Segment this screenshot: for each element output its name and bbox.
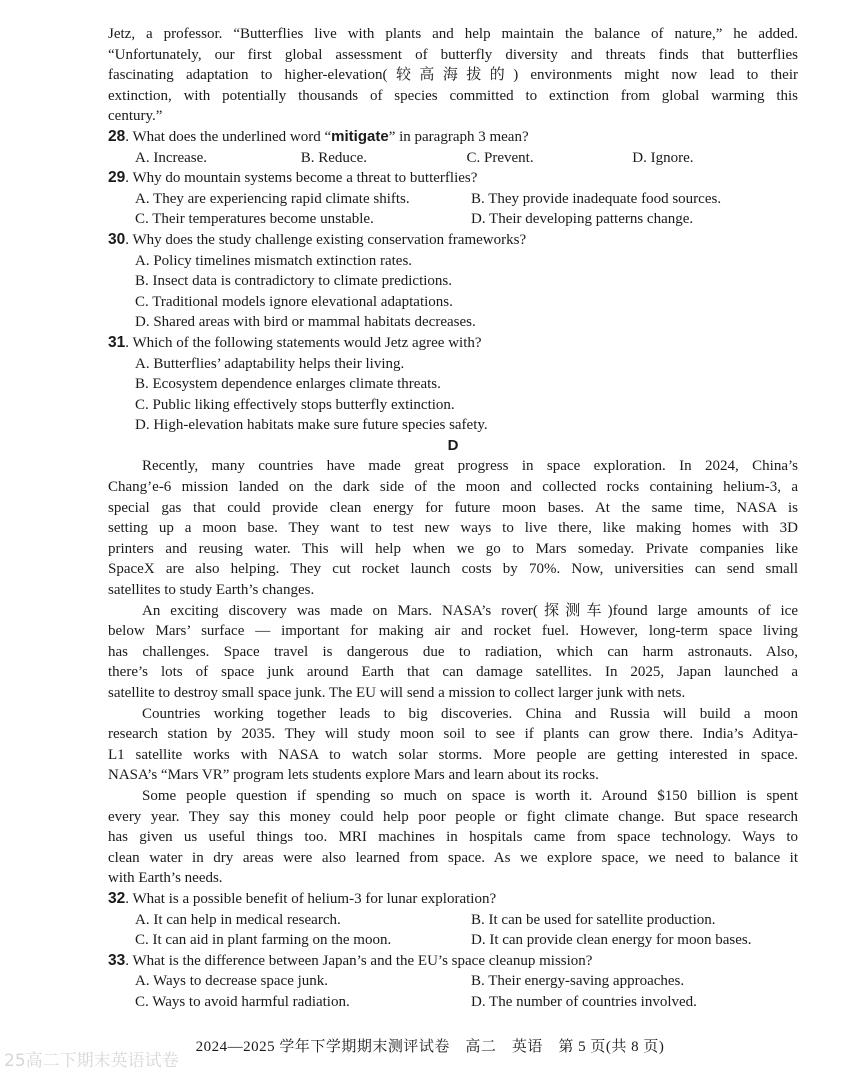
option-c[interactable]: C. Traditional models ignore elevational adaptations. (135, 293, 453, 310)
option-d[interactable]: D. It can provide clean energy for moon bases. (471, 932, 752, 949)
passage-line: has challenges. Space travel is dangerous due to radiation, which can harm astronauts. Also, (108, 643, 798, 660)
passage-line: special gas that could provide clean energy for future moon bases. At the same time, NASA is (108, 499, 798, 516)
option-a[interactable]: A. Increase. (135, 149, 208, 166)
passage-c-ending (108, 24, 798, 127)
option-b[interactable]: B. Reduce. (300, 149, 367, 166)
passage-line: satellites to study Earth’s changes. (108, 582, 315, 599)
option-d[interactable]: D. The number of countries involved. (471, 993, 697, 1010)
passage-line: Jetz, a professor. “Butterflies live with plants and help maintain the balance of nature,” he added. (108, 26, 798, 42)
question-stem (108, 333, 798, 354)
question-stem (108, 168, 798, 189)
passage-line: clean water in dry areas were also learned from space. As we explore space, we need to balance it (108, 849, 798, 866)
question-stem (108, 951, 798, 972)
passage-d (108, 456, 798, 888)
stem-text: ” in paragraph 3 mean? (388, 128, 529, 145)
options-row (108, 209, 798, 230)
option-b[interactable]: B. Insect data is contradictory to climate predictions. (135, 273, 452, 290)
options-row (108, 992, 798, 1013)
option-b[interactable]: B. Their energy-saving approaches. (471, 973, 685, 990)
stem-text: . What is the difference between Japan’s and the EU’s space cleanup mission? (125, 952, 593, 969)
option-d[interactable]: D. Shared areas with bird or mammal habitats decreases. (135, 314, 476, 331)
question-30 (108, 230, 798, 333)
passage-line: with Earth’s needs. (108, 870, 223, 887)
stem-text: . Why do mountain systems become a threat to butterflies? (125, 170, 478, 187)
option-a[interactable]: A. It can help in medical research. (135, 911, 341, 928)
option-d[interactable]: D. Ignore. (632, 149, 694, 166)
option-c[interactable]: C. Ways to avoid harmful radiation. (135, 993, 350, 1010)
page-footer: 2024—2025 学年下学期期末测评试卷 高二 英语 第 5 页(共 8 页) (195, 1039, 665, 1055)
question-number: 29 (108, 169, 126, 187)
option-c[interactable]: C. Their temperatures become unstable. (135, 211, 374, 228)
passage-line: SpaceX are also helping. They cut rocket launch costs by 70%. Now, universities can send small (108, 561, 798, 578)
option-c[interactable]: C. It can aid in plant farming on the moon. (135, 932, 392, 949)
question-number: 30 (108, 230, 126, 248)
option-c[interactable]: C. Public liking effectively stops butterfly extinction. (135, 396, 455, 413)
question-number: 31 (108, 333, 126, 351)
passage-line: “Unfortunately, our first global assessment of butterfly diversity and threats finds that butterflies (108, 46, 798, 63)
question-stem (108, 889, 798, 910)
passage-line: Some people question if spending so much on space is worth it. Around $150 billion is spent (142, 787, 798, 804)
stem-text: . What is a possible benefit of helium-3 for lunar exploration? (125, 890, 497, 907)
question-28 (108, 127, 798, 168)
passage-line: L1 satellite works with NASA to watch solar storms. More people are getting interested in space. (108, 746, 798, 763)
question-32 (108, 889, 798, 951)
option-b[interactable]: B. Ecosystem dependence enlarges climate threats. (135, 376, 441, 393)
option-b[interactable]: B. It can be used for satellite production. (471, 911, 716, 928)
options-row (108, 189, 798, 210)
stem-text: . What does the underlined word “ (125, 128, 332, 145)
passage-line: Countries working together leads to big discoveries. China and Russia will build a moon (142, 705, 798, 722)
question-stem (108, 230, 798, 251)
passage-line: NASA’s “Mars VR” program lets students explore Mars and learn about its rocks. (108, 767, 599, 784)
passage-line: fascinating adaptation to higher-elevation(较高海拔的) environments might now lead to their (108, 67, 798, 84)
stem-text: . Why does the study challenge existing conservation frameworks? (125, 231, 527, 248)
option-b[interactable]: B. They provide inadequate food sources. (471, 190, 722, 207)
question-29 (108, 168, 798, 230)
option-d[interactable]: D. High-elevation habitats make sure future species safety. (135, 417, 488, 434)
option-a[interactable]: A. Policy timelines mismatch extinction rates. (135, 252, 413, 269)
passage-line: research station by 2035. They will study moon soil to see if plants can grow there. India’s Aditya- (108, 726, 798, 743)
passage-line: there’s lots of space junk around Earth that can damage satellites. In 2025, Japan launched a (108, 664, 798, 681)
passage-line: An exciting discovery was made on Mars. NASA’s rover(探测车)found large amounts of ice (142, 602, 798, 619)
options-row (108, 971, 798, 992)
passage-line: satellite to destroy small space junk. The EU will send a mission to collect larger junk with nets. (108, 685, 686, 701)
question-number: 28 (108, 127, 126, 145)
passage-line: Chang’e-6 mission landed on the dark side of the moon and collected rocks containing helium-3, a (108, 479, 798, 496)
section-heading: D (447, 436, 459, 454)
question-33 (108, 951, 798, 1013)
exam-page (108, 24, 798, 1013)
passage-line: every year. They say this money could help poor people or fight climate change. But space research (108, 808, 798, 825)
option-c[interactable]: C. Prevent. (466, 149, 534, 166)
question-31 (108, 333, 798, 436)
passage-line: Recently, many countries have made great progress in space exploration. In 2024, China’s (142, 458, 798, 475)
watermark: 25高二下期末英语试卷 (4, 1051, 179, 1071)
options-row (108, 930, 798, 951)
underlined-word: mitigate (331, 127, 389, 145)
passage-line: below Mars’ surface — important for making air and rocket fuel. However, long-term space living (108, 623, 798, 640)
options-row (108, 148, 798, 169)
question-number: 33 (108, 951, 126, 969)
passage-line: century.” (108, 108, 163, 125)
option-a[interactable]: A. Butterflies’ adaptability helps their living. (135, 355, 405, 372)
option-a[interactable]: A. They are experiencing rapid climate shifts. (135, 190, 410, 207)
passage-line: setting up a moon base. They want to test new ways to live there, like making homes with 3D (108, 520, 798, 537)
passage-line: printers and reusing water. This will help when we go to Mars someday. Private companies like (108, 540, 798, 557)
question-stem (108, 127, 798, 148)
options-row (108, 910, 798, 931)
option-a[interactable]: A. Ways to decrease space junk. (135, 973, 329, 990)
option-d[interactable]: D. Their developing patterns change. (471, 211, 694, 228)
passage-line: extinction, with potentially thousands of species committed to extinction from global warming this (108, 87, 798, 104)
question-number: 32 (108, 889, 126, 907)
passage-line: has given us useful things too. MRI machines in hospitals came from space technology. Ways to (108, 829, 798, 846)
stem-text: . Which of the following statements would Jetz agree with? (125, 334, 482, 351)
